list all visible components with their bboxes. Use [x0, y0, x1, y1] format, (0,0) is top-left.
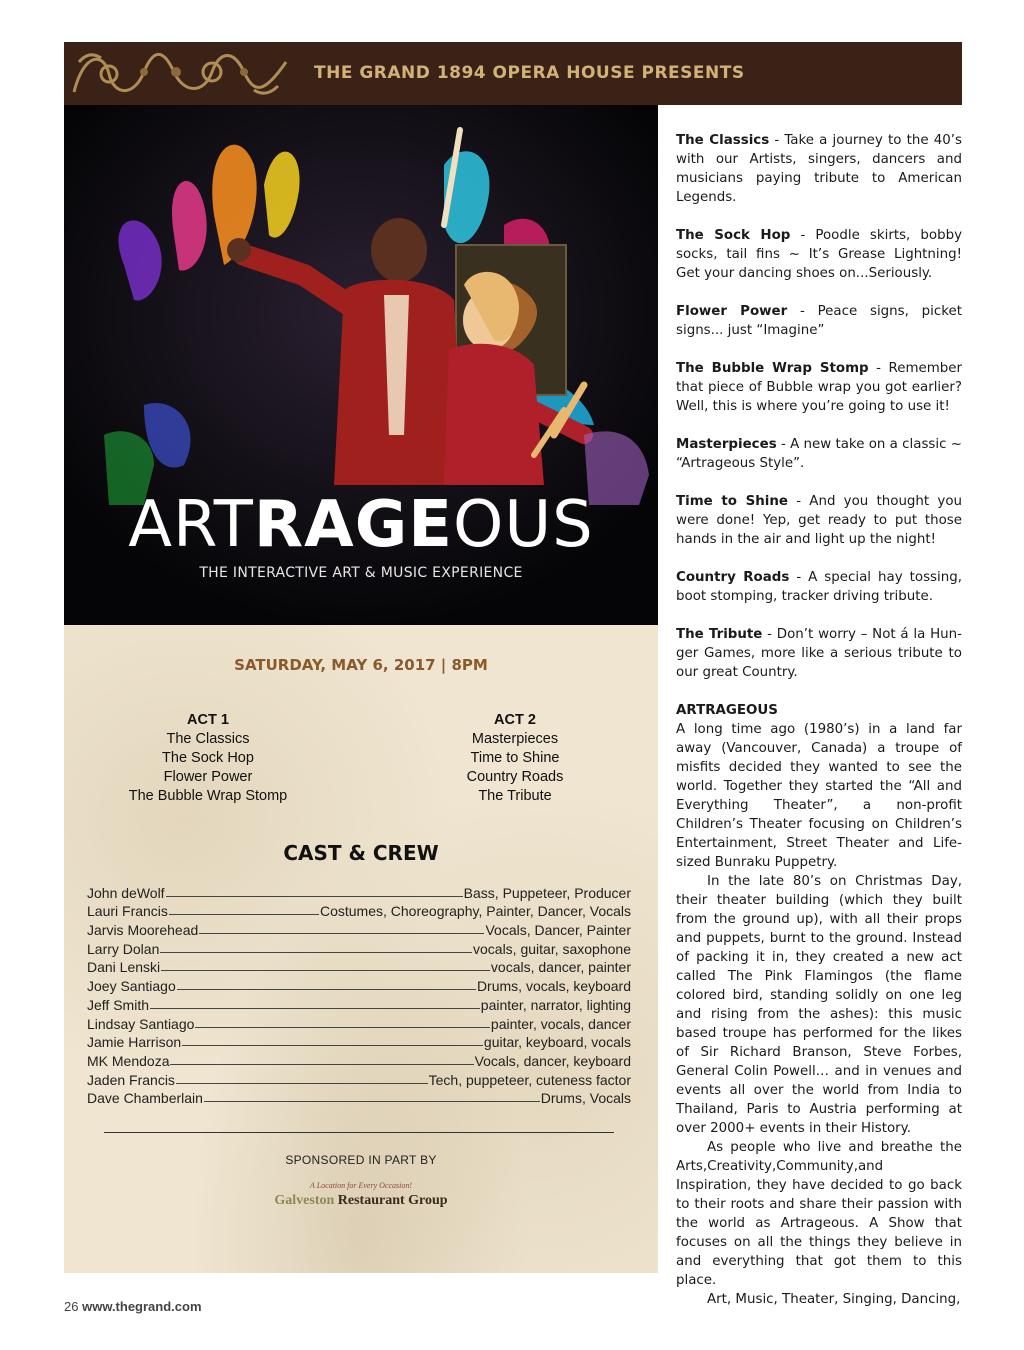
poster-subtitle: THE INTERACTIVE ART & MUSIC EXPERIENCE [199, 565, 523, 581]
cast-role: painter, vocals, dancer [490, 1015, 631, 1032]
segment-text: - Take a journey to the 40’s with our Artists, singers, dancers and musicians paying tribute to American Legends. [676, 133, 962, 205]
act-item: The Bubble Wrap Stomp [128, 788, 288, 804]
act-item: The Tribute [478, 788, 552, 804]
leader-line [195, 1027, 489, 1028]
act-2-list [395, 711, 635, 806]
segment-title: Masterpieces [676, 437, 777, 452]
leader-line [166, 896, 463, 897]
cast-role: Costumes, Choreography, Painter, Dancer, Vocals [319, 903, 631, 920]
sponsor-logo-part1: Galveston [274, 1193, 335, 1208]
cast-row [87, 1050, 631, 1069]
segment-text: - A new take on a classic ~ “Artrageous Style”. [676, 437, 962, 471]
poster-title-part3: OUS [452, 488, 594, 562]
act-item: The Sock Hop [162, 750, 254, 766]
cast-name: Joey Santiago [87, 978, 176, 995]
about-paragraph: A long time ago (1980’s) in a land far away (Vancouver, Canada) a troupe of misfits decided they wanted to see the world. Together they started the “All and Everything Theater”, a non-profit Children’s Theater focusing on Children’s Entertainment, Street Theater and Life-sized Bunraku Puppetry. [676, 722, 962, 870]
cast-name: Jarvis Moorehead [87, 922, 199, 939]
ornament-decoration-icon [64, 42, 296, 105]
segment-title: The Sock Hop [676, 228, 791, 243]
segment-text: - And you thought you were done! Yep, get ready to put those hands in the air and light up the night! [676, 494, 962, 547]
cast-role: vocals, guitar, saxophone [473, 940, 631, 957]
leader-line [204, 1101, 540, 1102]
event-date: SATURDAY, MAY 6, 2017 | 8PM [234, 656, 488, 674]
segment-description [676, 435, 962, 473]
act-item: The Classics [166, 731, 250, 747]
segment-description [676, 131, 962, 207]
cast-role: painter, narrator, lighting [480, 996, 631, 1013]
cast-role: Bass, Puppeteer, Producer [463, 884, 631, 901]
leader-line [176, 1083, 428, 1084]
sponsor-logo-part2: Restaurant Group [334, 1193, 448, 1208]
poster-title-part2: RAGE [253, 488, 453, 562]
sponsor-label: SPONSORED IN PART BY [285, 1153, 437, 1167]
cast-title: CAST & CREW [283, 841, 439, 865]
act-item: Flower Power [163, 769, 253, 785]
poster-title [64, 488, 658, 562]
act-heading: ACT 2 [494, 712, 536, 728]
cast-name: Lindsay Santiago [87, 1015, 195, 1032]
header-title: THE GRAND 1894 OPERA HOUSE PRESENTS [314, 63, 745, 83]
header-bar [64, 42, 962, 105]
leader-line [199, 933, 484, 934]
leader-line [177, 989, 476, 990]
footer-url[interactable]: www.thegrand.com [82, 1299, 202, 1314]
leader-line [182, 1045, 483, 1046]
segment-text: - Peace signs, picket signs... just “Imagine” [676, 304, 962, 338]
cast-row [87, 938, 631, 957]
segment-title: Time to Shine [676, 494, 789, 509]
act-item: Masterpieces [471, 731, 559, 747]
cast-row [87, 901, 631, 920]
about-paragraph: As people who live and breathe the Arts,Creativity,Community,and Inspiration, they have decided to go back to their roots and share their passion with the world as Artrageous. A Show that focuses on all the things they believe in and everything that got them to this place. [676, 1140, 962, 1288]
act-item: Country Roads [466, 769, 564, 785]
cast-row [87, 1088, 631, 1107]
segment-title: The Tribute [676, 627, 763, 642]
segment-description [676, 568, 962, 606]
leader-line [169, 914, 319, 915]
cast-role: guitar, keyboard, vocals [483, 1034, 631, 1051]
about-heading: ARTRAGEOUS [676, 703, 778, 718]
cast-row [87, 957, 631, 976]
cast-role: vocals, dancer, painter [490, 959, 631, 976]
cast-row [87, 994, 631, 1013]
cast-name: Lauri Francis [87, 903, 168, 920]
cast-role: Tech, puppeteer, cuteness factor [428, 1071, 631, 1088]
about-paragraph: In the late 80’s on Christmas Day, their theater building (which they built from the ground up), with all their props and puppets, burnt to the ground. Instead of packing it in, they created a new act called The Pink Flamingos (the flame colored bird, standing solidly on one leg and rising from the ashes): this music based troupe has performed for the likes of Sir Richard Branson, Steve Forbes, General Colin Powell… and in venues and events all over the world from India to Thailand, Paris to Austria performing at over 2000+ events in their History. [676, 874, 962, 1136]
act-item: Time to Shine [470, 750, 560, 766]
leader-line [170, 1064, 473, 1065]
right-column [676, 131, 962, 1309]
cast-name: John deWolf [87, 884, 165, 901]
cast-role: Vocals, Dancer, Painter [485, 922, 631, 939]
cast-row [87, 1069, 631, 1088]
cast-role: Drums, vocals, keyboard [476, 978, 631, 995]
about-paragraph: Art, Music, Theater, Singing, Dancing, [707, 1292, 961, 1307]
sponsor-tagline: A Location for Every Occasion! [309, 1181, 413, 1190]
segment-description [676, 302, 962, 340]
act-heading: ACT 1 [187, 712, 229, 728]
program-panel [64, 625, 658, 1273]
leader-line [150, 1008, 480, 1009]
cast-row [87, 882, 631, 901]
segment-title: Flower Power [676, 304, 788, 319]
leader-line [161, 970, 490, 971]
cast-name: MK Mendoza [87, 1052, 170, 1069]
cast-name: Dani Lenski [87, 959, 161, 976]
cast-name: Jaden Francis [87, 1071, 175, 1088]
cast-row [87, 919, 631, 938]
cast-row [87, 1032, 631, 1051]
cast-name: Larry Dolan [87, 940, 160, 957]
cast-name: Jeff Smith [87, 996, 149, 1013]
poster-image [64, 105, 658, 625]
sponsor-logo [64, 1193, 658, 1209]
cast-name: Dave Chamberlain [87, 1090, 203, 1107]
segment-description [676, 625, 962, 682]
segment-text: - Poodle skirts, bobby socks, tail fins ~ It’s Grease Lightning! Get your dancing shoes on...Seriously. [676, 228, 962, 281]
page-footer [64, 1299, 202, 1314]
cast-row [87, 1013, 631, 1032]
segment-title: Country Roads [676, 570, 790, 585]
act-1-list [88, 711, 328, 806]
segment-description [676, 359, 962, 416]
cast-row [87, 975, 631, 994]
cast-role: Vocals, dancer, keyboard [474, 1052, 631, 1069]
leader-line [160, 952, 472, 953]
segment-text: - Don’t worry – Not á la Hunger Games, more like a serious tribute to our great Country. [676, 627, 962, 680]
segment-text: - Remember that piece of Bubble wrap you got earlier? Well, this is where you’re going to use it! [676, 361, 963, 414]
poster-title-part1: ART [128, 488, 254, 562]
page-number: 26 [64, 1299, 79, 1314]
cast-list [87, 882, 631, 1106]
segment-title: The Bubble Wrap Stomp [676, 361, 869, 376]
segment-description [676, 492, 962, 549]
divider [104, 1132, 614, 1133]
cast-role: Drums, Vocals [540, 1090, 631, 1107]
cast-name: Jamie Harrison [87, 1034, 182, 1051]
segment-description [676, 226, 962, 283]
segment-text: - A special hay tossing, boot stomping, tracker driving tribute. [676, 570, 962, 604]
segment-title: The Classics [676, 133, 770, 148]
